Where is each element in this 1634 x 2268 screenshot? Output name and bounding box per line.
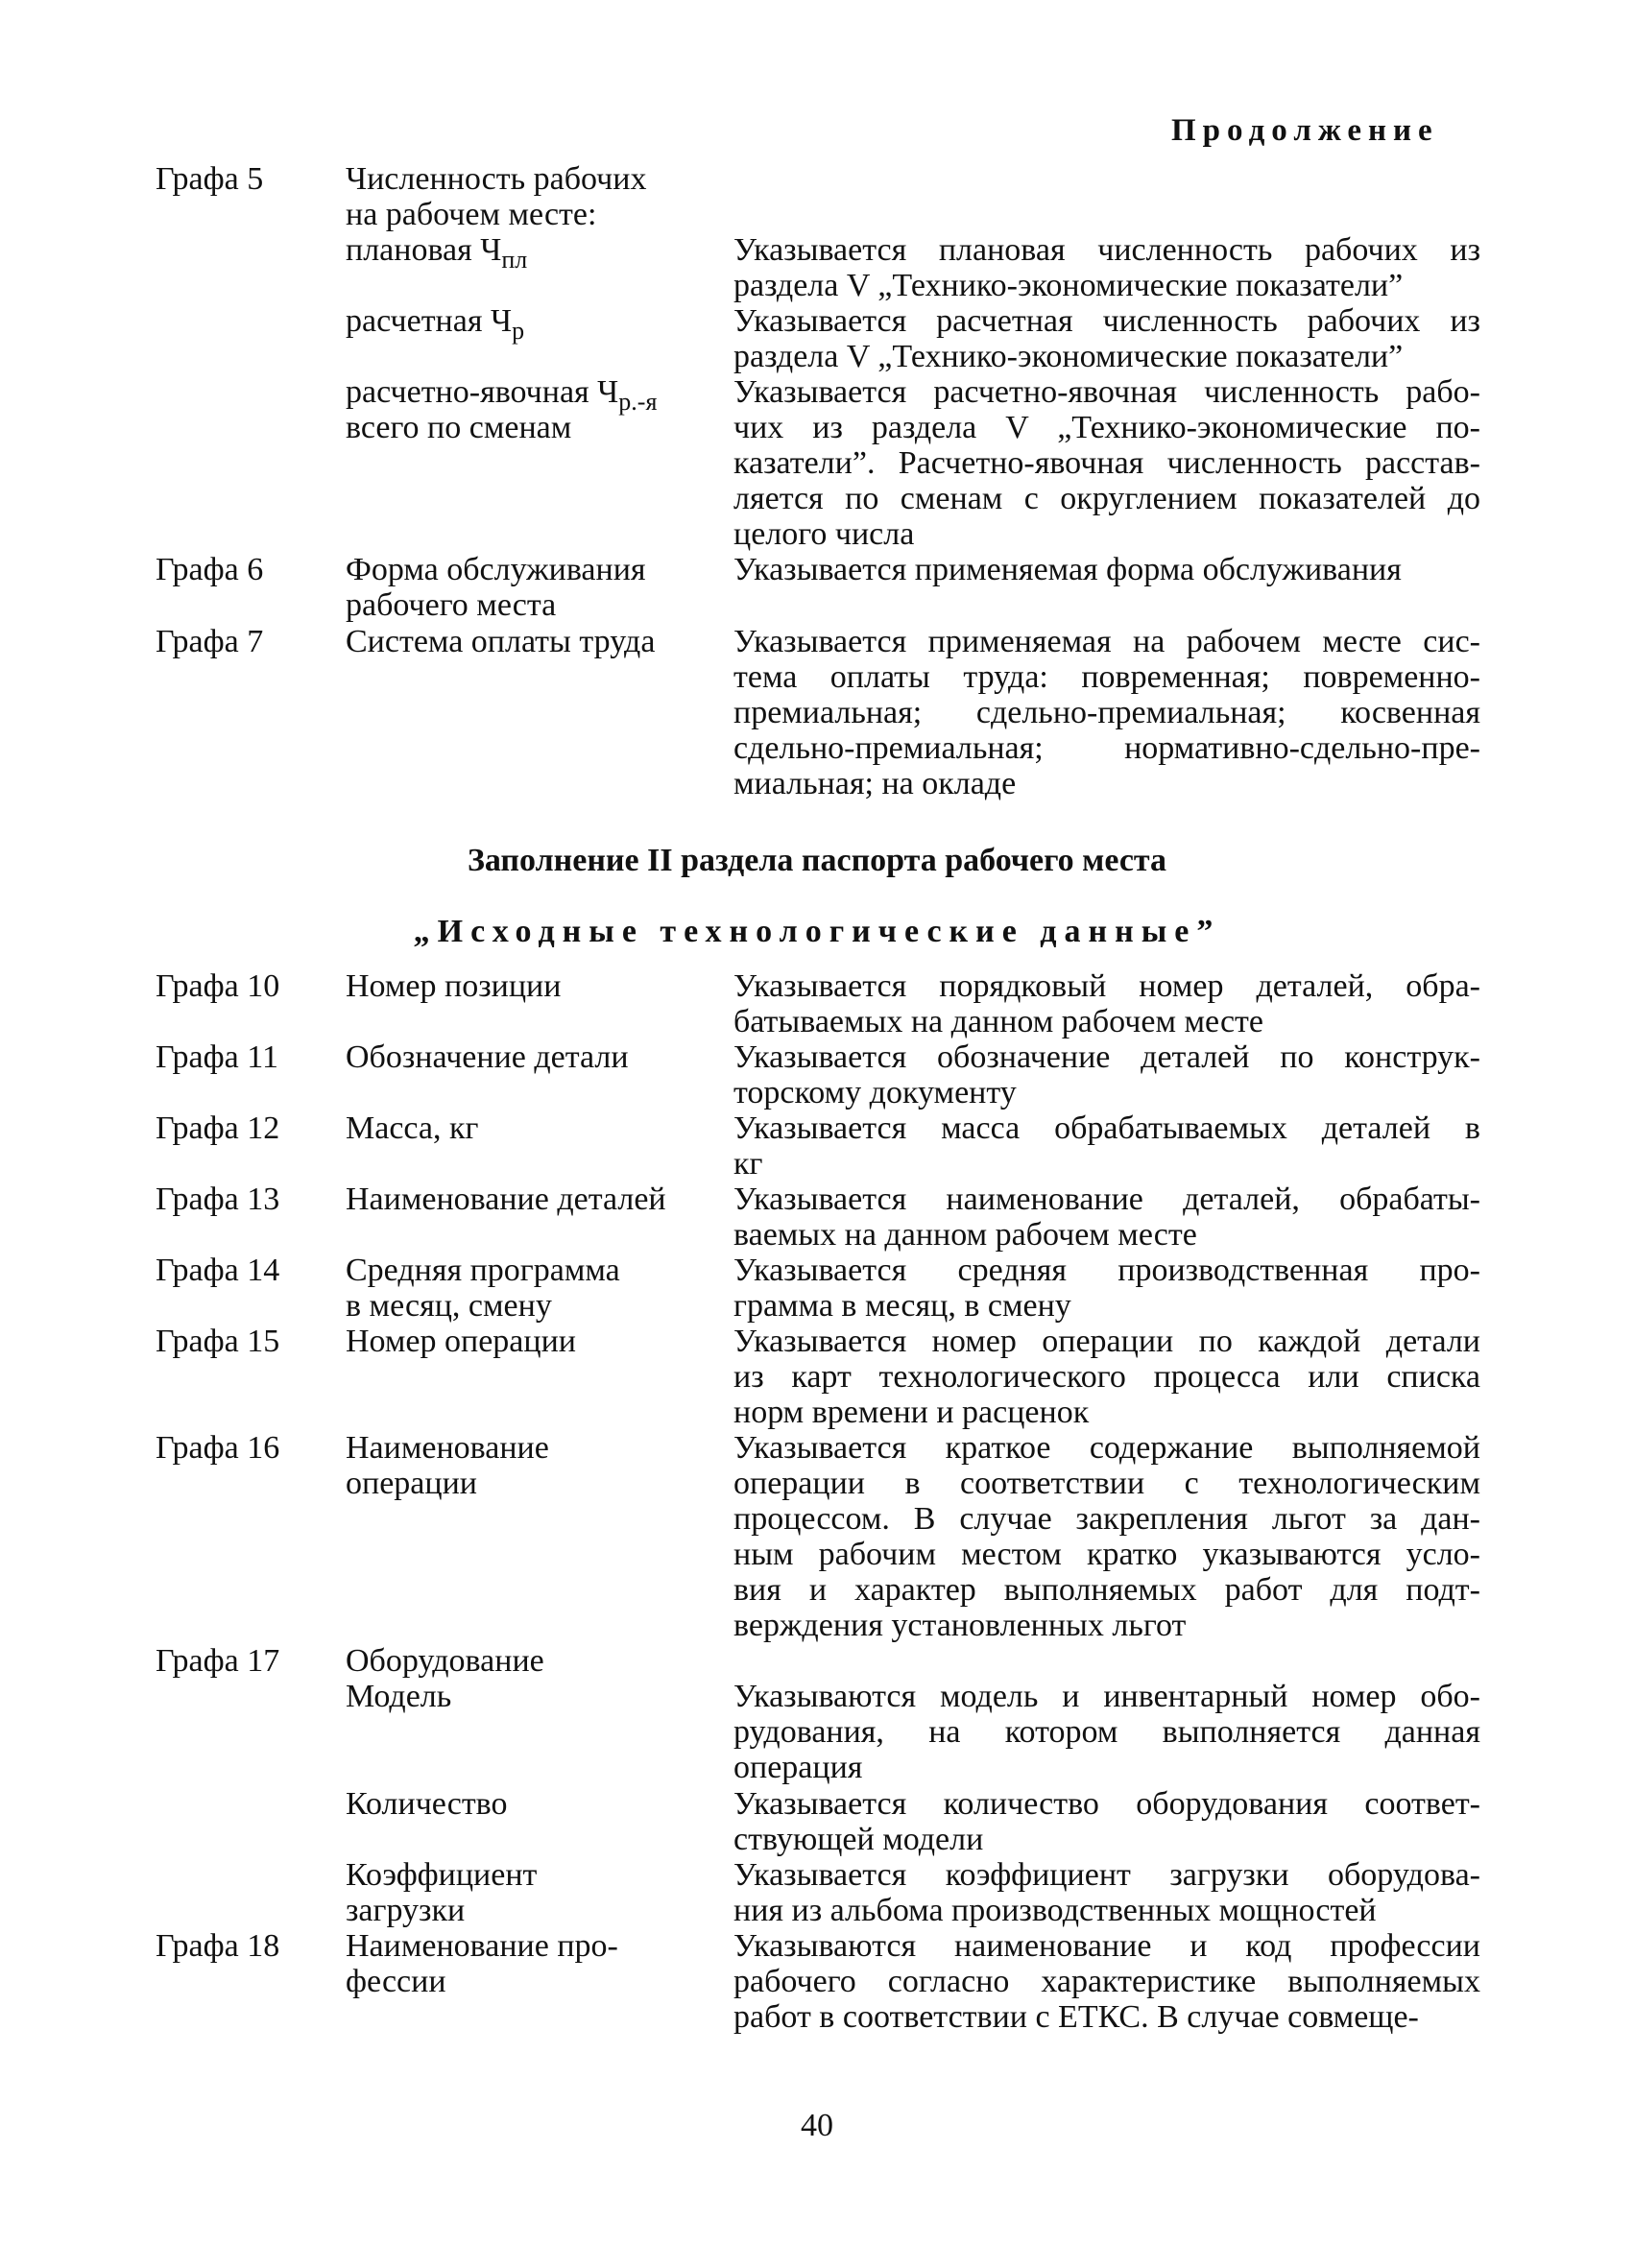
field-name-line: загрузки xyxy=(346,1893,466,1928)
field-name-line: Оборудование xyxy=(346,1643,544,1679)
field-description: Указывается порядковый номер деталей, обра- батываемых на данном рабочем месте xyxy=(733,968,1480,1039)
field-name xyxy=(346,968,710,1004)
field-description: Указывается масса обрабатываемых деталей в кг xyxy=(733,1110,1480,1182)
field-name xyxy=(346,1110,710,1146)
field-name xyxy=(346,1857,710,1928)
field-name xyxy=(346,1786,710,1822)
graf-label: Графа 11 xyxy=(156,1039,278,1075)
field-name-line: рабочего места xyxy=(346,587,557,623)
field-name-line: Количество xyxy=(346,1786,508,1822)
field-name-line: Масса, кг xyxy=(346,1110,479,1146)
field-name-line: в месяц, смену xyxy=(346,1288,552,1324)
section-title: Заполнение II раздела паспорта рабочего места xyxy=(467,843,1167,878)
field-name xyxy=(346,1928,710,1999)
field-description: Указываются наименование и код профессии рабочего согласно характеристике выполняемых работ в соответствии с ЕТКС. В случае совмеще- xyxy=(733,1928,1480,2035)
field-name-line: Форма обслуживания xyxy=(346,552,646,587)
field-description: Указывается средняя производственная про- грамма в месяц, в смену xyxy=(733,1253,1480,1324)
field-name xyxy=(346,303,710,345)
field-description: Указывается наименование деталей, обрабаты- ваемых на данном рабочем месте xyxy=(733,1182,1480,1253)
field-name-line: Численность рабочих xyxy=(346,161,647,197)
field-description: Указывается количество оборудования соответ- ствующей модели xyxy=(733,1786,1480,1857)
graf-label: Графа 16 xyxy=(156,1430,280,1466)
field-description: Указывается применяемая форма обслуживания xyxy=(733,552,1402,587)
field-name-line: на рабочем месте: xyxy=(346,197,597,232)
field-description: Указывается расчетная численность рабочих из раздела V „Технико-экономические показатели” xyxy=(733,303,1480,374)
graf-label: Графа 18 xyxy=(156,1928,280,1964)
field-name-line: Система оплаты труда xyxy=(346,624,656,659)
subscript: р.-я xyxy=(618,388,658,416)
field-name-line: Наименование деталей xyxy=(346,1182,666,1217)
graf-label: Графа 12 xyxy=(156,1110,280,1146)
field-description: Указывается плановая численность рабочих из раздела V „Технико-экономические показатели” xyxy=(733,232,1480,303)
field-description: Указывается номер операции по каждой детали из карт технологического процесса или списка норм времени и расценок xyxy=(733,1324,1480,1430)
field-name-line: операции xyxy=(346,1466,477,1501)
field-name xyxy=(346,1324,710,1359)
field-name-line: Средняя программа xyxy=(346,1253,620,1288)
graf-label: Графа 5 xyxy=(156,161,264,197)
graf-label: Графа 17 xyxy=(156,1643,280,1679)
field-name xyxy=(346,1643,710,1679)
field-name xyxy=(346,161,710,232)
field-name-line: плановая $Ч_{пл}$ xyxy=(346,232,528,274)
field-name-line: всего по сменам xyxy=(346,410,572,445)
field-name-line: расчетная $Ч_р$ xyxy=(346,303,525,345)
field-name-line: расчетно-явочная $Ч_{р.-я}$ xyxy=(346,374,658,416)
graf-label: Графа 14 xyxy=(156,1253,280,1288)
graf-label: Графа 7 xyxy=(156,624,264,659)
field-name-line: Модель xyxy=(346,1679,452,1714)
field-name-line: Коэффициент xyxy=(346,1857,538,1893)
field-name xyxy=(346,1182,710,1217)
field-description: Указывается коэффициент загрузки оборудова- ния из альбома производственных мощностей xyxy=(733,1857,1480,1928)
page-number: 40 xyxy=(801,2108,833,2143)
field-name-line: Номер позиции xyxy=(346,968,562,1004)
field-description: Указывается расчетно-явочная численность рабо- чих из раздела V „Технико-экономические по- казатели”. Расчетно-явочная численность расстав- ляется по сменам с округлением показателей до целого числа xyxy=(733,374,1480,552)
graf-label: Графа 13 xyxy=(156,1182,280,1217)
field-name-line: Обозначение детали xyxy=(346,1039,629,1075)
field-name-line: Наименование про- xyxy=(346,1928,618,1964)
graf-label: Графа 15 xyxy=(156,1324,280,1359)
subscript: пл xyxy=(501,246,528,274)
subscript: р xyxy=(512,317,525,345)
field-name-line: Наименование xyxy=(346,1430,549,1466)
field-description: Указывается обозначение деталей по конструк- торскому документу xyxy=(733,1039,1480,1110)
field-name xyxy=(346,1430,710,1501)
graf-label: Графа 6 xyxy=(156,552,264,587)
field-name xyxy=(346,624,710,659)
section-subtitle: „Исходные технологические данные” xyxy=(413,914,1221,949)
field-name xyxy=(346,232,710,274)
field-name xyxy=(346,1039,710,1075)
continuation-label: Продолжение xyxy=(1171,113,1439,148)
graf-label: Графа 10 xyxy=(156,968,280,1004)
field-name xyxy=(346,1253,710,1324)
field-name xyxy=(346,552,710,623)
field-name-line: Номер операции xyxy=(346,1324,576,1359)
field-name xyxy=(346,1679,710,1714)
field-description: Указываются модель и инвентарный номер обо- рудования, на котором выполняется данная операция xyxy=(733,1679,1480,1785)
field-name-line: фессии xyxy=(346,1964,446,1999)
field-name xyxy=(346,374,710,445)
field-description: Указывается применяемая на рабочем месте сис- тема оплаты труда: повременная; повременно- премиальная; сдельно-премиальная; косвенная сдельно-премиальная; нормативно-сдельно-пре- миальная; на окладе xyxy=(733,624,1480,801)
field-description: Указывается краткое содержание выполняемой операции в соответствии с технологическим процессом. В случае закрепления льгот за дан- ным рабочим местом кратко указываются усло- вия и характер выполняемых работ для подт- верждения установленных льгот xyxy=(733,1430,1480,1643)
